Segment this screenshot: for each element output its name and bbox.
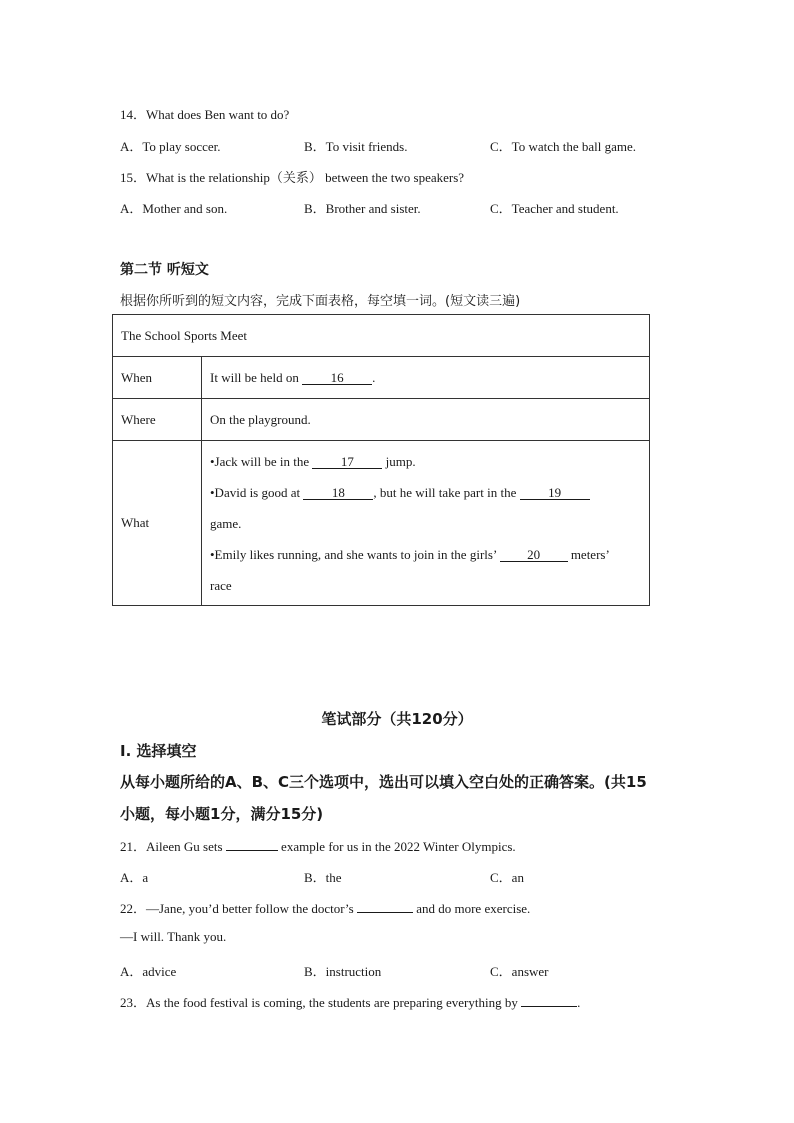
when-prefix: It will be held on [210, 369, 303, 385]
written-part-title: 笔试部分（共120分） [321, 710, 473, 728]
when-label: When [113, 357, 202, 399]
q22-option-a[interactable]: A．advice [120, 964, 177, 979]
part-1-instruction-line-2: 小题，每小题1分，满分15分) [120, 805, 324, 823]
q14-option-c[interactable]: C．To watch the ball game. [490, 139, 637, 154]
what-l2-prefix: •David is good at [210, 484, 304, 500]
what-line-2 [210, 477, 641, 508]
where-text: On the playground. [202, 399, 650, 441]
q22-option-c[interactable]: C．answer [490, 964, 549, 979]
q14-option-b[interactable]: B．To visit friends. [304, 139, 408, 154]
q15-option-a[interactable]: A．Mother and son. [120, 201, 228, 216]
q21-suffix: example for us in the 2022 Winter Olympics. [277, 839, 516, 854]
what-l4-suffix: meters’ [567, 546, 610, 562]
where-label: Where [113, 399, 202, 441]
q22-blank[interactable] [357, 912, 413, 913]
section-2-instruction: 根据你所听到的短文内容，完成下面表格，每空填一词。(短文读三遍) [120, 294, 521, 309]
what-label: What [113, 441, 202, 606]
q23-prefix: 23．As the food festival is coming, the students are preparing everything by [120, 995, 522, 1010]
sports-meet-table [112, 314, 650, 606]
q15-option-b[interactable]: B．Brother and sister. [304, 201, 421, 216]
when-cell [202, 357, 650, 399]
q22-reply: —I will. Thank you. [120, 929, 227, 944]
q15-option-c[interactable]: C．Teacher and student. [490, 201, 619, 216]
blank-20[interactable]: 20 [500, 548, 568, 562]
what-line-5: race [210, 577, 232, 593]
section-2-heading: 第二节 听短文 [120, 262, 209, 278]
question-21-stem [120, 836, 516, 855]
blank-18[interactable]: 18 [303, 486, 373, 500]
question-23-stem [120, 992, 580, 1011]
what-l1-suffix: jump. [382, 453, 416, 469]
what-l4-prefix: •Emily likes running, and she wants to join in the girls’ [210, 546, 500, 562]
q23-blank[interactable] [521, 1006, 577, 1007]
what-l2-mid: , but he will take part in the [373, 484, 520, 500]
blank-17[interactable]: 17 [312, 455, 382, 469]
q21-option-a[interactable]: A．a [120, 870, 149, 885]
question-22-stem [120, 898, 530, 917]
table-title: The School Sports Meet [113, 315, 650, 357]
q21-prefix: 21．Aileen Gu sets [120, 839, 226, 854]
what-line-3: game. [210, 515, 242, 531]
q22-prefix: 22．—Jane, you’d better follow the doctor’s [120, 901, 357, 916]
what-line-1 [210, 446, 641, 477]
q23-suffix: . [577, 995, 581, 1010]
q22-suffix: and do more exercise. [412, 901, 531, 916]
question-15-stem: 15．What is the relationship（关系） between the two speakers? [120, 170, 465, 185]
q21-option-b[interactable]: B．the [304, 870, 342, 885]
q21-blank[interactable] [226, 850, 278, 851]
part-1-heading: I. 选择填空 [120, 742, 197, 760]
question-14-stem: 14．What does Ben want to do? [120, 107, 290, 122]
blank-16[interactable]: 16 [302, 371, 372, 385]
what-line-4 [210, 539, 641, 570]
what-cell [202, 441, 650, 606]
q14-option-a[interactable]: A．To play soccer. [120, 139, 221, 154]
q22-option-b[interactable]: B．instruction [304, 964, 382, 979]
when-suffix: . [372, 369, 376, 385]
part-1-instruction-line-1: 从每小题所给的A、B、C三个选项中，选出可以填入空白处的正确答案。(共15 [120, 773, 647, 791]
what-l1-prefix: •Jack will be in the [210, 453, 313, 469]
q21-option-c[interactable]: C．an [490, 870, 524, 885]
blank-19[interactable]: 19 [520, 486, 590, 500]
